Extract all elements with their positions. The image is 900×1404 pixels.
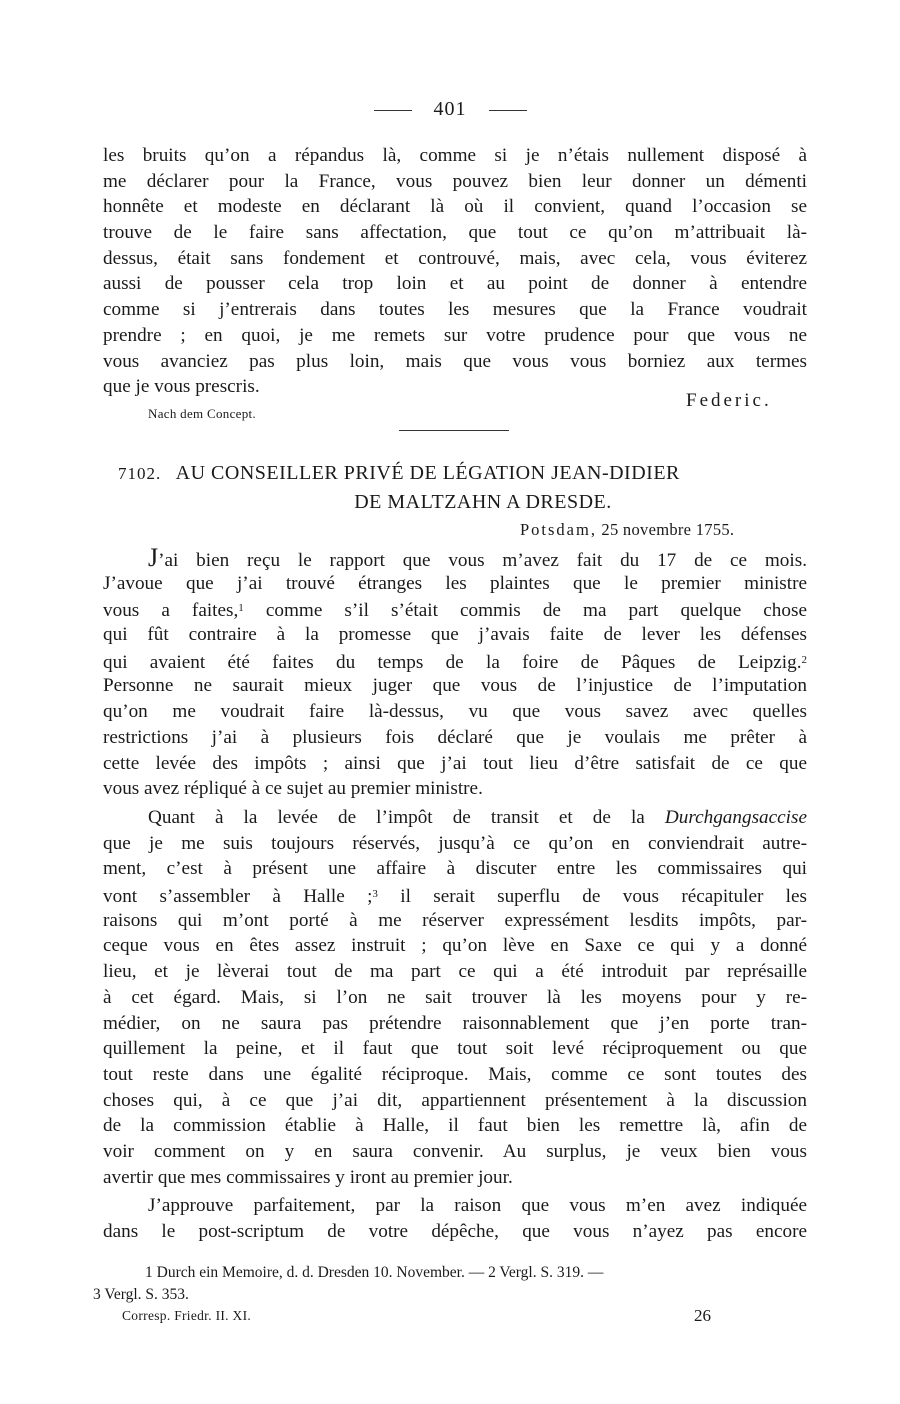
- text-line: prendre ; en quoi, je me remets sur votre prudence pour que vous ne: [103, 324, 807, 346]
- text-line: vont s’assembler à Halle ;$^3$ il serait superflu de vous récapituler les: [103, 886, 807, 908]
- opening-paragraph: [103, 143, 807, 400]
- text-line: choses qui, à ce que j’ai dit, appartiennent présentement à la discussion: [103, 1089, 807, 1111]
- text-line: honnête et modeste en déclarant là où il convient, quand l’occasion se: [103, 196, 807, 218]
- text-line: aussi de pousser cela trop loin et au point de donner à entendre: [103, 273, 807, 295]
- footnotes: [93, 1262, 807, 1306]
- text-line: J’avoue que j’ai trouvé étranges les plaintes que le premier ministre: [103, 572, 807, 594]
- text-line: quillement la peine, et il faut que tout soit levé réciproquement ou que: [103, 1038, 807, 1060]
- text-line: vous a faites,$^1$ comme s’il s’était commis de ma part quelque chose: [103, 600, 807, 622]
- letter-title-line2: DE MALTZAHN A DRESDE.: [354, 491, 612, 513]
- text-line: lieu, et je lèverai tout de ma part ce qui a été introduit par représaille: [103, 961, 807, 983]
- text-line: cette levée des impôts ; ainsi que j’ai tout lieu d’être satisfait de ce que: [103, 752, 807, 774]
- dateline-place: Potsdam,: [520, 520, 597, 539]
- letter-title-line1: AU CONSEILLER PRIVÉ DE LÉGATION JEAN-DIDIER: [175, 462, 680, 484]
- text-line: qu’on me voudrait faire là-dessus, vu que vous savez avec quelles: [103, 701, 807, 723]
- text-line: restrictions j’ai à plusieurs fois déclaré que je voulais me prêter à: [103, 726, 807, 748]
- text-line: J’ai bien reçu le rapport que vous m’avez fait du 17 de ce mois.: [148, 543, 807, 572]
- sheet-number: 26: [694, 1306, 711, 1325]
- paragraph-1: [103, 545, 807, 802]
- text-line: qui avaient été faites du temps de la foire de Pâques de Leipzig.$^2$: [103, 651, 807, 673]
- header-dash-left: [374, 110, 412, 111]
- text-line: ceque vous en êtes assez instruit ; qu’on lève en Saxe ce qui y a donné: [103, 935, 807, 957]
- text-line: dessus, était sans fondement et controuvé, mais, avec cela, vous éviterez: [103, 247, 807, 269]
- letter-title: [118, 459, 808, 516]
- footnote-line: 3 Vergl. S. 353.: [93, 1286, 189, 1303]
- text-line: voir comment on y en saura convenir. Au surplus, je veux bien vous: [103, 1140, 807, 1162]
- text-line: Quant à la levée de l’impôt de transit et de la Durchgangsaccise: [148, 807, 807, 828]
- text-line: J’approuve parfaitement, par la raison que vous m’en avez indiquée: [148, 1195, 807, 1216]
- section-divider: [399, 430, 509, 431]
- text-line: trouve de le faire sans affectation, que tout ce qu’on m’attribuait là-: [103, 222, 807, 244]
- text-line: raisons qui m’ont porté à me réserver expressément lesdits impôts, par-: [103, 909, 807, 931]
- paragraph-3: [103, 1193, 807, 1244]
- source-note: Nach dem Concept.: [148, 406, 256, 421]
- dateline-date: 25 novembre 1755.: [601, 520, 735, 539]
- text-line: me déclarer pour la France, vous pouvez bien leur donner un démenti: [103, 170, 807, 192]
- letter-number: 7102.: [118, 464, 162, 483]
- text-line: Personne ne saurait mieux juger que vous de l’injustice de l’imputation: [103, 675, 807, 697]
- footnote-ref-2: 2: [801, 653, 807, 666]
- text-line: vous avez répliqué à ce sujet au premier ministre.: [103, 778, 483, 800]
- text-line: ment, c’est à présent une affaire à discuter entre les commissaires qui: [103, 858, 807, 880]
- text-line: les bruits qu’on a répandus là, comme si je n’étais nullement disposé à: [103, 145, 807, 166]
- text-line: à cet égard. Mais, si l’on ne sait trouver là les moyens pour y re-: [103, 986, 807, 1008]
- dateline: [520, 520, 734, 540]
- signature: Federic.: [686, 390, 772, 411]
- text-line: dans le post-scriptum de votre dépêche, que vous n’ayez pas encore: [103, 1220, 807, 1242]
- text-line: médier, on ne saura pas prétendre raisonnablement que j’en porte tran-: [103, 1012, 807, 1034]
- text-line: qui fût contraire à la promesse que j’avais faite de lever les défenses: [103, 624, 807, 646]
- footer-citation: Corresp. Friedr. II. XI.: [122, 1308, 252, 1323]
- page-header: [0, 98, 900, 121]
- footnote-ref-3: 3: [372, 888, 378, 901]
- header-dash-right: [489, 110, 527, 111]
- text-line: que je vous prescris.: [103, 376, 260, 398]
- text-line: que je me suis toujours réservés, jusqu’à ce qu’on en conviendrait autre-: [103, 832, 807, 854]
- text-line: avertir que mes commissaires y iront au premier jour.: [103, 1166, 513, 1188]
- text-line: tout reste dans une égalité réciproque. Mais, comme ce sont toutes des: [103, 1063, 807, 1085]
- text-line: comme si j’entrerais dans toutes les mesures que la France voudrait: [103, 299, 807, 321]
- paragraph-2: [103, 805, 807, 1190]
- italic-term: Durchgangsaccise: [664, 807, 807, 828]
- drop-initial: J: [148, 543, 159, 572]
- text-line: de la commission établie à Halle, il faut bien les remettre là, afin de: [103, 1115, 807, 1137]
- footnote-ref-1: 1: [238, 602, 244, 615]
- footnote-line: 1 Durch ein Memoire, d. d. Dresden 10. November. — 2 Vergl. S. 319. —: [145, 1264, 604, 1281]
- text-line: vous avanciez pas plus loin, mais que vous vous borniez aux termes: [103, 350, 807, 372]
- page-number: 401: [433, 98, 467, 120]
